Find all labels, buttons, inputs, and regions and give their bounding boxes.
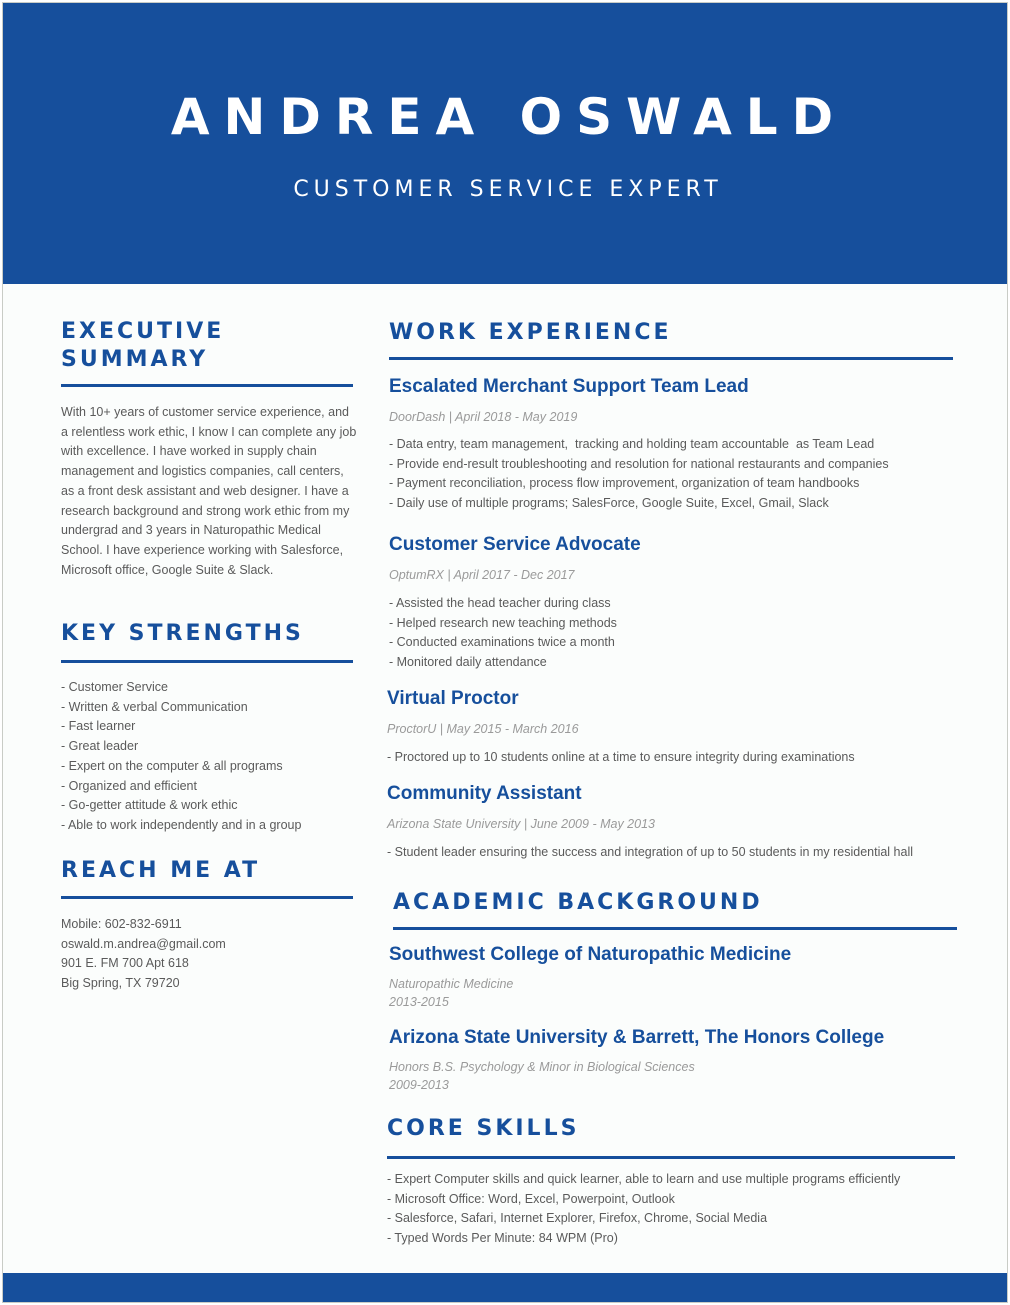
list-item: - Helped research new teaching methods [389,614,617,634]
experience-divider [389,357,953,360]
list-item: - Salesforce, Safari, Internet Explorer, Firefox, Chrome, Social Media [387,1209,900,1229]
list-item: - Expert on the computer & all programs [61,757,301,777]
summary-text: With 10+ years of customer service experience, and a relentless work ethic, I know I can complete any job with excellence. I have worked in supply chain management and logistics companies, call centers, as a front desk assistant and web designer. I have a research background and strong work ethic from my undergrad and 3 years in Naturopathic Medical School. I have experience working with Salesforce, Microsoft office, Google Suite & Slack. [61,405,357,577]
list-item: - Provide end-result troubleshooting and resolution for national restaurants and companies [389,455,889,475]
contact-list [61,915,226,994]
list-item: - Assisted the head teacher during class [389,594,617,614]
job-bullets [387,748,855,768]
education-heading: ACADEMIC BACKGROUND [393,890,763,915]
school-name: Arizona State University & Barrett, The Honors College [389,1027,885,1048]
strengths-heading: KEY STRENGTHS [61,621,304,646]
school-degree: Honors B.S. Psychology & Minor in Biological Sciences [389,1060,695,1074]
list-item: - Conducted examinations twice a month [389,633,617,653]
job-role: Escalated Merchant Support Team Lead [389,376,749,397]
list-item: - Expert Computer skills and quick learner, able to learn and use multiple programs efficiently [387,1170,900,1190]
contact-mobile: Mobile: 602-832-6911 [61,917,182,931]
experience-heading: WORK EXPERIENCE [389,320,672,345]
school-years: 2013-2015 [389,995,449,1009]
list-item: - Written & verbal Communication [61,698,301,718]
summary-heading-line2: SUMMARY [61,347,209,372]
strengths-divider [61,660,353,663]
job-meta: Arizona State University | June 2009 - May 2013 [387,817,655,831]
job-meta: ProctorU | May 2015 - March 2016 [387,722,579,736]
summary-heading-line1: EXECUTIVE [61,319,225,344]
list-item: - Typed Words Per Minute: 84 WPM (Pro) [387,1229,900,1249]
list-item: - Organized and efficient [61,777,301,797]
list-item: - Fast learner [61,717,301,737]
job-bullets [389,594,617,673]
list-item: - Great leader [61,737,301,757]
list-item: - Data entry, team management, tracking and holding team accountable as Team Lead [389,435,889,455]
list-item: - Go-getter attitude & work ethic [61,796,301,816]
list-item: - Payment reconciliation, process flow improvement, organization of team handbooks [389,474,889,494]
candidate-title: CUSTOMER SERVICE EXPERT [293,177,723,202]
strengths-list [61,678,301,836]
contact-address-line2: Big Spring, TX 79720 [61,976,180,991]
job-role: Customer Service Advocate [389,534,641,555]
job-meta: OptumRX | April 2017 - Dec 2017 [389,568,575,582]
job-meta: DoorDash | April 2018 - May 2019 [389,410,578,424]
list-item: - Proctored up to 10 students online at a time to ensure integrity during examinations [387,748,855,768]
resume-page [2,2,1008,1303]
list-item: - Daily use of multiple programs; SalesForce, Google Suite, Excel, Gmail, Slack [389,494,889,514]
list-item: - Able to work independently and in a group [61,816,301,836]
education-divider [393,927,957,930]
contact-email: oswald.m.andrea@gmail.com [61,936,226,951]
job-role: Virtual Proctor [387,688,519,709]
school-degree: Naturopathic Medicine [389,977,514,991]
list-item: - Monitored daily attendance [389,653,617,673]
summary-heading [61,318,224,374]
job-bullets [387,843,913,863]
skills-divider [387,1156,955,1159]
contact-heading: REACH ME AT [61,858,261,883]
summary-divider [61,384,353,387]
skills-list [387,1170,900,1249]
school-years: 2009-2013 [389,1078,449,1092]
candidate-name: ANDREA OSWALD [170,88,848,146]
school-name: Southwest College of Naturopathic Medicine [389,944,792,965]
list-item: - Student leader ensuring the success and integration of up to 50 students in my residential hall [387,843,913,863]
header-banner [3,3,1007,284]
contact-address-line1: 901 E. FM 700 Apt 618 [61,956,189,971]
job-role: Community Assistant [387,783,582,804]
footer-banner [3,1273,1007,1302]
skills-heading: CORE SKILLS [387,1116,580,1141]
list-item: - Microsoft Office: Word, Excel, Powerpoint, Outlook [387,1190,900,1210]
contact-divider [61,896,353,899]
list-item: - Customer Service [61,678,301,698]
job-bullets [389,435,889,514]
